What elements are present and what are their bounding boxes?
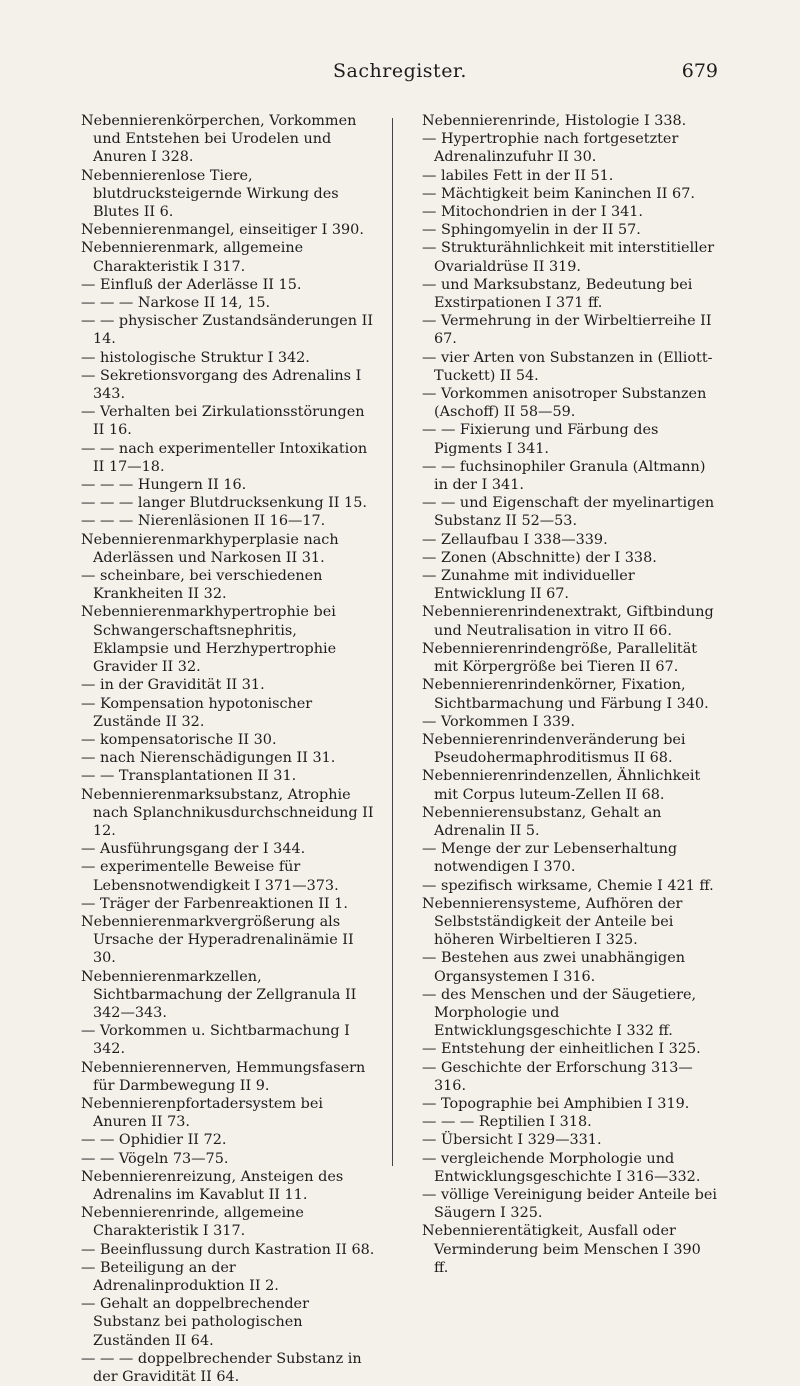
index-entry: — Träger der Farbenreaktionen II 1. xyxy=(81,895,348,912)
index-entry: — Geschichte der Erforschung 313—316. xyxy=(422,1059,693,1094)
index-entry: — Hypertrophie nach fortgesetzter Adrenalinzufuhr II 30. xyxy=(422,131,679,166)
index-entry: — Vorkommen u. Sichtbarmachung I 342. xyxy=(81,1023,350,1058)
index-entry: — Vermehrung in der Wirbeltierreihe II 67. xyxy=(422,313,712,348)
index-entry: — völlige Vereinigung beider Anteile bei Säugern I 325. xyxy=(422,1186,717,1222)
index-entry: — Verhalten bei Zirkulationsstörungen II 16. xyxy=(81,404,365,439)
index-entry: — Gehalt an doppelbrechender Substanz bei pathologischen Zuständen II 64. xyxy=(81,1296,309,1349)
index-entry: — — fuchsinophiler Granula (Altmann) in der I 341. xyxy=(422,458,706,494)
index-entry: — Mitochondrien in der I 341. xyxy=(422,204,643,221)
index-entry: — Zunahme mit individueller Entwicklung II 67. xyxy=(422,568,635,603)
index-entry: — Menge der zur Lebenserhaltung notwendigen I 370. xyxy=(422,841,678,876)
index-entry: — labiles Fett in der II 51. xyxy=(422,167,614,184)
index-entry: Nebennierenmangel, einseitiger I 390. xyxy=(81,222,364,239)
index-entry: — Ausführungsgang der I 344. xyxy=(81,841,306,858)
index-entry: — — nach experimenteller Intoxikation II 17—18. xyxy=(81,440,368,475)
index-entry: — Zonen (Abschnitte) der I 338. xyxy=(422,549,657,566)
index-entry: — histologische Struktur I 342. xyxy=(81,349,310,366)
index-entry: — des Menschen und der Säugetiere, Morphologie und Entwicklungsgeschichte I 332 ff. xyxy=(422,986,697,1040)
index-entry: — Entstehung der einheitlichen I 325. xyxy=(422,1041,701,1058)
page-header xyxy=(0,60,800,100)
index-entry: Nebennierenmarkhyperplasie nach Aderlässen und Narkosen II 31. xyxy=(81,531,339,566)
index-entry: Nebennierensubstanz, Gehalt an Adrenalin II 5. xyxy=(422,804,662,839)
index-entry: Nebennierenrindenveränderung bei Pseudohermaphroditismus II 68. xyxy=(422,731,686,767)
index-entry: — scheinbare, bei verschiedenen Krankheiten II 32. xyxy=(81,568,323,603)
index-entry: — — Ophidier II 72. xyxy=(81,1132,227,1149)
column-divider xyxy=(392,118,393,1166)
index-entry: Nebennierenmarkhypertrophie bei Schwangerschaftsnephritis, Eklampsie und Herzhypertrophie Gravider II 32. xyxy=(81,604,337,676)
index-entry: Nebennierensysteme, Aufhören der Selbstständigkeit der Anteile bei höheren Wirbeltieren I 325. xyxy=(422,895,683,949)
index-entry: — Mächtigkeit beim Kaninchen II 67. xyxy=(422,185,695,202)
index-entry: — Kompensation hypotonischer Zustände II 32. xyxy=(81,695,313,730)
index-entry: — experimentelle Beweise für Lebensnotwendigkeit I 371—373. xyxy=(81,859,339,894)
index-entry: Nebennierenkörperchen, Vorkommen und Entstehen bei Urodelen und Anuren I 328. xyxy=(81,113,357,166)
index-entry: Nebennierenmarkzellen, Sichtbarmachung der Zellgranula II 342—343. xyxy=(81,968,357,1021)
index-entry: — nach Nierenschädigungen II 31. xyxy=(81,750,336,767)
index-entry: Nebennierenmarkvergrößerung als Ursache der Hyperadrenalinämie II 30. xyxy=(81,913,354,967)
index-entry: — — — Hungern II 16. xyxy=(81,477,247,494)
index-entry: — Beeinflussung durch Kastration II 68. xyxy=(81,1241,375,1258)
index-entry: — und Marksubstanz, Bedeutung bei Exstirpationen I 371 ff. xyxy=(422,276,693,312)
index-entry: Nebennierenrindenkörner, Fixation, Sichtbarmachung und Färbung I 340. xyxy=(422,677,709,712)
index-entry: Nebennierenrindenextrakt, Giftbindung und Neutralisation in vitro II 66. xyxy=(422,604,714,639)
index-entry: Nebennierenmarksubstanz, Atrophie nach Splanchnikusdurchschneidung II 12. xyxy=(81,786,374,839)
index-entry: — Sekretionsvorgang des Adrenalins I 343. xyxy=(81,367,362,403)
index-entry: — Bestehen aus zwei unabhängigen Organsystemen I 316. xyxy=(422,950,686,985)
index-entry: — Beteiligung an der Adrenalinproduktion II 2. xyxy=(81,1259,279,1294)
index-entry: — Vorkommen I 339. xyxy=(422,713,575,730)
index-entry: — spezifisch wirksame, Chemie I 421 ff. xyxy=(422,877,714,894)
index-entry: — — — doppelbrechender Substanz in der Gravidität II 64. xyxy=(81,1350,362,1386)
index-entry: Nebennierenmark, allgemeine Charakteristik I 317. xyxy=(81,240,304,275)
index-entry: Nebennierenreizung, Ansteigen des Adrenalins im Kavablut II 11. xyxy=(81,1168,344,1203)
index-entry: — Zellaufbau I 338—339. xyxy=(422,531,608,548)
index-entry: — — Fixierung und Färbung des Pigments I 341. xyxy=(422,422,659,457)
index-entry: — vier Arten von Substanzen in (Elliott-Tuckett) II 54. xyxy=(422,349,713,384)
index-entry: — Übersicht I 329—331. xyxy=(422,1132,602,1149)
index-entry: Nebennierentätigkeit, Ausfall oder Verminderung beim Menschen I 390 ff. xyxy=(422,1223,701,1276)
index-entry: — — — Narkose II 14, 15. xyxy=(81,295,271,312)
index-entry: — Topographie bei Amphibien I 319. xyxy=(422,1095,690,1112)
index-entry: — vergleichende Morphologie und Entwicklungsgeschichte I 316—332. xyxy=(422,1150,701,1185)
index-entry: — Vorkommen anisotroper Substanzen (Aschoff) II 58—59. xyxy=(422,386,707,421)
index-entry: — — Transplantationen II 31. xyxy=(81,768,297,785)
index-entry: — in der Gravidität II 31. xyxy=(81,677,265,694)
index-entry: Nebennierennerven, Hemmungsfasern für Darmbewegung II 9. xyxy=(81,1059,366,1094)
index-entry: — — physischer Zustandsänderungen II 14. xyxy=(81,313,374,348)
index-entry: Nebennierenrinde, allgemeine Charakteristik I 317. xyxy=(81,1205,304,1240)
index-entry: — kompensatorische II 30. xyxy=(81,731,277,748)
page-number: 679 xyxy=(681,60,718,82)
left-column xyxy=(81,112,377,1386)
index-entry: — Einfluß der Aderlässe II 15. xyxy=(81,276,302,293)
index-entry: — — Vögeln 73—75. xyxy=(81,1150,229,1167)
index-entry: Nebennierenrinde, Histologie I 338. xyxy=(422,113,687,129)
index-entry: Nebennierenpfortadersystem bei Anuren II 73. xyxy=(81,1095,323,1131)
index-entry: Nebennierenrindenzellen, Ähnlichkeit mit Corpus luteum-Zellen II 68. xyxy=(422,768,701,803)
index-entry: — — — Reptilien I 318. xyxy=(422,1114,592,1131)
index-entry: — Strukturähnlichkeit mit interstitieller Ovarialdrüse II 319. xyxy=(422,240,715,275)
index-entry: Nebennierenlose Tiere, blutdrucksteigernde Wirkung des Blutes II 6. xyxy=(81,167,339,221)
index-entry: — — und Eigenschaft der myelinartigen Substanz II 52—53. xyxy=(422,495,715,530)
index-entry: — — — Nierenläsionen II 16—17. xyxy=(81,513,326,530)
index-entry: Nebennierenrindengröße, Parallelität mit Körpergröße bei Tieren II 67. xyxy=(422,640,698,676)
page-title: Sachregister. xyxy=(333,60,467,82)
right-column xyxy=(422,112,718,1277)
index-entry: — Sphingomyelin in der II 57. xyxy=(422,222,641,239)
index-entry: — — — langer Blutdrucksenkung II 15. xyxy=(81,495,367,512)
